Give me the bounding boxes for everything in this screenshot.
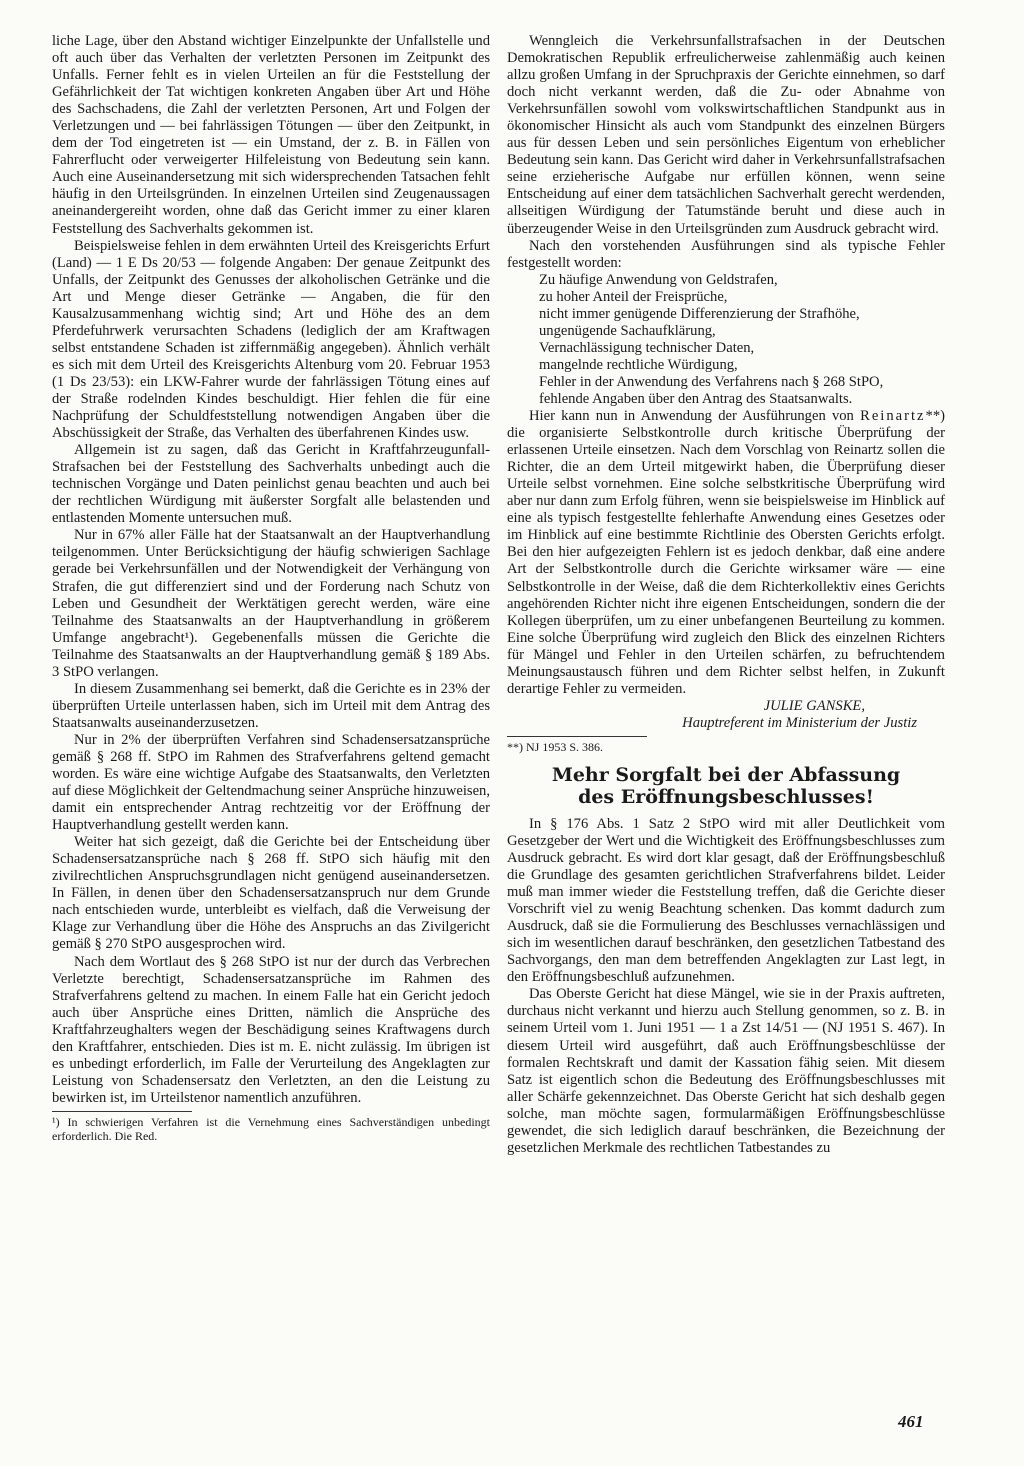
paragraph: Weiter hat sich gezeigt, daß die Gerichte bei der Entscheidung über Schadensersatzansprüche nach § 268 ff. StPO sich häufig mit den zivilrechtlichen Anspruchsgrundlagen nicht genügend auseinandersetzen. In Fällen, in denen über den Schadensersatzanspruch nur dem Grunde nach entschieden wurde, unterbleibt es vielfach, daß die Verweisung der Klage zur Verhandlung über die Höhe des Anspruchs an das Zivilgericht gemäß § 270 StPO ausgesprochen wird. bbox=[52, 834, 490, 953]
paragraph: Nur in 67% aller Fälle hat der Staatsanwalt an der Hauptverhandlung teilgenommen. Unter Berücksichtigung der häufig schwierigen Sachlage gerade bei Verkehrsunfällen und der Notwendigkeit der Verhängung von Strafen, die gut differenziert sind und der Forderung nach Schutz von Leben und Gesundheit der Werktätigen gerecht werden, wäre eine Teilnahme des Staatsanwalts an der Hauptverhandlung in größerem Umfange angebracht¹). Gegebenenfalls müssen die Gerichte die Teilnahme des Staatsanwalts an der Hauptverhandlung gemäß § 189 Abs. 3 StPO verlangen. bbox=[52, 527, 490, 680]
list-item: Zu häufige Anwendung von Geldstrafen, bbox=[539, 271, 778, 288]
list-item: nicht immer genügende Differenzierung der Strafhöhe, bbox=[539, 305, 860, 322]
paragraph: Beispielsweise fehlen in dem erwähnten Urteil des Kreisgerichts Erfurt (Land) — 1 E Ds 20/53 — folgende Angaben: Der genaue Zeitpunkt des Unfalls, der Zeitpunkt des Genusses der alkoholischen Getränke und die Art und Menge dieser Getränke — Angaben, die für den Kausalzusammenhang wichtig sind; Art und Höhe des an dem Pferdefuhrwerk verursachten Schadens (lediglich der am Kraftwagen selbst entstandene Schaden ist ziffernmäßig angegeben). Ähnlich verhält es sich mit dem Urteil des Kreisgerichts Altenburg vom 20. Februar 1953 (1 Ds 23/53): ein LKW-Fahrer wurde der fahrlässigen Tötung eines auf der Straße rodelnden Kindes beschuldigt. Hier fehlen die für eine Nachprüfung der Schuldfeststellung notwendigen Angaben über die Abschüssigkeit der Straße, das Verhalten des überfahrenen Kindes usw. bbox=[52, 237, 490, 442]
footnote-divider bbox=[52, 1111, 192, 1112]
list-item: mangelnde rechtliche Würdigung, bbox=[539, 356, 738, 373]
list-item: Fehler in der Anwendung des Verfahrens nach § 268 StPO, bbox=[539, 373, 884, 390]
list-item: fehlende Angaben über den Antrag des Staatsanwalts. bbox=[539, 390, 853, 407]
heading-line: Mehr Sorgfalt bei der Abfassung bbox=[551, 763, 901, 786]
author-name: Reinartz bbox=[860, 408, 926, 425]
page-number: 461 bbox=[898, 1412, 924, 1431]
paragraph: In diesem Zusammenhang sei bemerkt, daß die Gerichte es in 23% der überprüften Urteile unterlassen haben, sich im Urteil mit dem Antrag des Staatsanwalts auseinanderzusetzen. bbox=[52, 680, 490, 731]
left-column bbox=[52, 33, 490, 1143]
paragraph: Allgemein ist zu sagen, daß das Gericht in Kraftfahrzeugunfall-Strafsachen bei der Feststellung des Sachverhalts unbedingt auch die technischen Vorgänge und Daten peinlichst genau beachten und auch bei der rechtlichen Würdigung mit äußerster Sorgfalt alle belastenden und entlastenden Momente untersuchen muß. bbox=[52, 442, 490, 527]
paragraph: Nur in 2% der überprüften Verfahren sind Schadensersatzansprüche gemäß § 268 ff. StPO im Rahmen des Strafverfahrens geltend gemacht worden. Es wäre eine wichtige Aufgabe des Staatsanwalts, den Verletzten auf diese Möglichkeit der Geltendmachung seiner Ansprüche hinzuweisen, damit ein entsprechender Antrag rechtzeitig vor der Eröffnung der Hauptverhandlung gestellt werden kann. bbox=[52, 731, 490, 834]
paragraph: Das Oberste Gericht hat diese Mängel, wie sie in der Praxis auftreten, durchaus nicht verkannt und hierzu auch Stellung genommen, so z. B. in seinem Urteil vom 1. Juni 1951 — 1 a Zst 14/51 — (NJ 1951 S. 467). In diesem Urteil wird ausgeführt, daß auch Eröffnungsbeschlüsse der formalen Rechtskraft und damit der Kassation fähig seien. Mit diesem Satz ist eigentlich schon die Bedeutung des Eröffnungsbeschlusses mit aller Schärfe gekennzeichnet. Das Oberste Gericht hat sich deshalb gegen solche, man möchte sagen, formularmäßigen Eröffnungsbeschlüsse gewendet, die sich lediglich darauf beschränken, die Bezeichnung der gesetzlichen Merkmale des rechtlichen Tatbestandes zu bbox=[507, 986, 945, 1156]
footnote: ¹) In schwierigen Verfahren ist die Vernehmung eines Sachverständigen unbedingt erforderlich. Die Red. bbox=[52, 1114, 490, 1143]
text-run: **) die organisierte Selbstkontrolle durch kritische Überprüfung der erlassenen Urteile einsetzen. Nach dem Vorschlag von Reinartz sollen die Richter, die an dem Urteil mitgewirkt haben, die Überprüfung dieser Urteile selbst vornehmen. Eine solche selbstkritische Überprüfung wird aber nur dann zum Erfolg führen, wenn sie beispielsweise im Hinblick auf eine als typisch festgestellte fehlerhafte Anwendung eines Gesetzes oder im Hinblick auf eine bestimmte Richtlinie des Obersten Gerichts erfolgt. Bei den hier aufgezeigten Fehlern ist es jedoch denkbar, daß eine andere Art der Selbstkontrolle durch die Gerichte wirksamer wäre — eine Selbstkontrolle in der Weise, daß die dem Richterkollektiv eines Gerichts angehörenden Richter nicht ihre eigenen Entscheidungen, sondern die der Kollegen überprüfen, um zu einer unbefangenen Beurteilung zu kommen. Eine solche Überprüfung wird zugleich den Blick des einzelnen Richters für Mängel und Fehler in den Urteilen schärfen, zu befruchtendem Meinungsaustausch führen und dem Richter selbst helfen, in Zukunft derartige Fehler zu vermeiden. bbox=[507, 408, 945, 697]
paragraph bbox=[507, 408, 945, 698]
text-run: Hier kann nun in Anwendung der Ausführungen von bbox=[529, 408, 861, 425]
footnote-divider bbox=[507, 736, 647, 737]
list-item: zu hoher Anteil der Freisprüche, bbox=[539, 288, 728, 305]
paragraph: Wenngleich die Verkehrsunfallstrafsachen in der Deutschen Demokratischen Republik erfreulicherweise zahlenmäßig auch keinen allzu großen Umfang in der Spruchpraxis der Gerichte einnehmen, so darf doch nicht verkannt werden, daß die Zu- oder Abnahme von Verkehrsunfällen sowohl vom volkswirtschaftlichen Standpunkt aus in ökonomischer Hinsicht als auch vom Standpunkt des einzelnen Bürgers aus für dessen Leben und sein persönliches Eigentum von erheblicher Bedeutung sein kann. Das Gericht wird daher in Verkehrsunfallstrafsachen seine erzieherische Aufgabe nur erfüllen können, wenn seine Entscheidung auf einer dem tatsächlichen Sachverhalt gerecht werdenden, allseitigen Würdigung der Tatumstände beruht und diese auch in überzeugender Weise in den Urteilsgründen zum Ausdruck gebracht wird. bbox=[507, 33, 945, 237]
error-list bbox=[539, 272, 945, 408]
article-heading bbox=[507, 764, 945, 808]
right-column bbox=[507, 33, 945, 1157]
signature-name: JULIE GANSKE, bbox=[763, 697, 865, 714]
list-item: ungenügende Sachaufklärung, bbox=[539, 322, 716, 339]
list-item: Vernachlässigung technischer Daten, bbox=[539, 339, 755, 356]
paragraph: Nach den vorstehenden Ausführungen sind als typische Fehler festgestellt worden: bbox=[507, 237, 945, 271]
signature-role: Hauptreferent im Ministerium der Justiz bbox=[682, 714, 917, 731]
paragraph: In § 176 Abs. 1 Satz 2 StPO wird mit aller Deutlichkeit vom Gesetzgeber der Wert und die Wichtigkeit des Eröffnungsbeschlusses zum Ausdruck gebracht. Es wird dort klar gesagt, daß der Eröffnungsbeschluß die Grundlage des gesamten gerichtlichen Strafverfahrens bildet. Leider muß man immer wieder die Feststellung treffen, daß die Gerichte dieser Vorschrift viel zu wenig Beachtung schenken. Das kommt dadurch zum Ausdruck, daß sie die Formulierung des Beschlusses vernachlässigen und sich im wesentlichen darauf beschränken, den gesetzlichen Tatbestand des Sachvorgangs, den man dem betreffenden Angeklagten zur Last legt, in den Eröffnungsbeschluß aufzunehmen. bbox=[507, 815, 945, 986]
paragraph: liche Lage, über den Abstand wichtiger Einzelpunkte der Unfallstelle und oft auch über das Verhalten der verletzten Personen im Zeitpunkt des Unfalls. Ferner fehlt es in vielen Urteilen an für die Feststellung der Gefährlichkeit der Tat wichtigen konkreten Angaben über Art und Höhe des Sachschadens, die Zahl der verletzten Personen, Art und Folgen der Verletzungen und — bei fahrlässigen Tötungen — über den Zeitpunkt, in dem der Tod eingetreten ist — ein Umstand, der z. B. in Fällen von Fahrerflucht oder verweigerter Hilfeleistung von Bedeutung sein kann. Auch eine Auseinandersetzung mit sich widersprechenden Tatsachen fehlt häufig in den Urteilsgründen. In einzelnen Urteilen sind Zeugenaussagen aneinandergereiht worden, ohne daß das Gericht immer zu einer klaren Feststellung des Sachverhalts gekommen ist. bbox=[52, 33, 490, 237]
heading-line: des Eröffnungsbeschlusses! bbox=[578, 785, 874, 808]
paragraph: Nach dem Wortlaut des § 268 StPO ist nur der durch das Verbrechen Verletzte berechtigt, Schadensersatzansprüche im Rahmen des Strafverfahrens geltend zu machen. In einem Falle hat ein Gericht jedoch auch über Ansprüche eines Dritten, nämlich die Ansprüche des Kraftfahrzeughalters wegen der Beschädigung seines Kraftwagens durch den Kraftfahrer, entschieden. Dies ist m. E. nicht zulässig. Im übrigen ist es unbedingt erforderlich, im Falle der Verurteilung des Angeklagten zur Leistung von Schadensersatz den Verletzten, an den die Leistung zu bewirken ist, im Urteilstenor namentlich anzuführen. bbox=[52, 953, 490, 1106]
footnote: **) NJ 1953 S. 386. bbox=[507, 739, 604, 754]
